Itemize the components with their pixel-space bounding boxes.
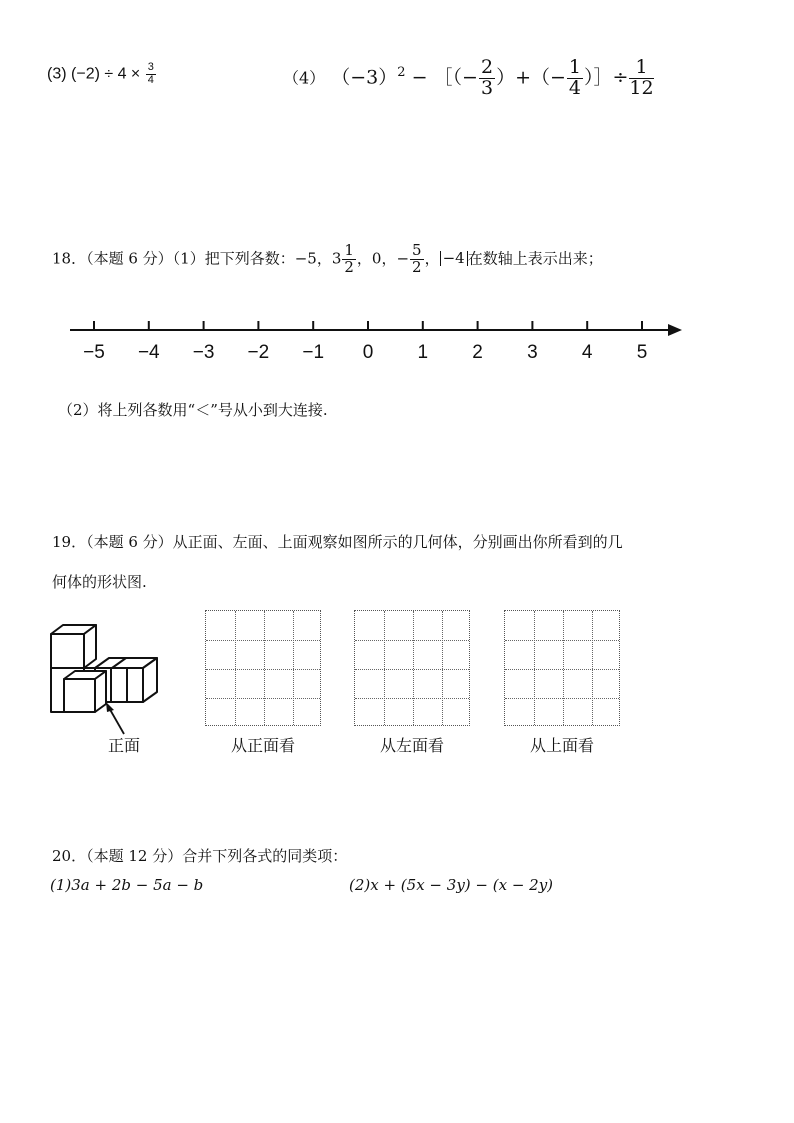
grid-line-vertical (384, 611, 385, 725)
grid-line-horizontal (505, 640, 619, 641)
grid-line-vertical (413, 611, 414, 725)
figure-caption: 正面 (107, 736, 140, 755)
grid-line-horizontal (206, 640, 320, 641)
grid-line-vertical (264, 611, 265, 725)
fraction-1-12: $\frac{1}{12}$ (629, 56, 654, 99)
number-line-tick-label: 2 (472, 342, 483, 363)
number-line-tick-label: −1 (302, 342, 325, 363)
number-line-tick-label: −2 (247, 342, 270, 363)
problem-18-header (52, 243, 603, 276)
header-text: 18．（本题 6 分）（1）把下列各数：−5， (52, 249, 332, 268)
base: （−3） (331, 66, 398, 89)
fraction-5-2: $\frac{5}{2}$ (412, 241, 422, 276)
part-label: (3) (47, 65, 67, 83)
number-line-tick-label: −4 (137, 342, 160, 363)
grid-caption-left: 从左面看 (379, 736, 444, 755)
number-line-tick-label: 1 (417, 342, 429, 363)
number-line (0, 310, 794, 350)
problem-20-part-1: (1)3a + 2b − 5a − b (50, 876, 204, 894)
minus-sign: − (411, 66, 428, 89)
grid-line-horizontal (505, 698, 619, 699)
grid-line-vertical (235, 611, 236, 725)
expression: (−2) ÷ 4 × (71, 65, 141, 83)
grid-top-view[interactable] (504, 610, 620, 726)
mixed-number-whole: 3 (331, 249, 342, 268)
separator: ， (424, 249, 440, 268)
grid-line-horizontal (355, 640, 469, 641)
exponent: 2 (397, 65, 406, 81)
number-line-tick-label: 4 (581, 342, 593, 363)
problem-18-part-2: （2）将上列各数用“＜”号从小到大连接. (58, 401, 328, 419)
part-label: （4） (283, 68, 326, 88)
fraction-1-4: $\frac{1}{4}$ (568, 56, 581, 99)
grid-line-horizontal (206, 669, 320, 670)
number-line-tick-label: 5 (636, 342, 648, 363)
grid-left-view[interactable] (354, 610, 470, 726)
grid-line-horizontal (505, 669, 619, 670)
grid-line-horizontal (206, 698, 320, 699)
arrow-head-icon (668, 324, 682, 336)
number-line-tick-label: 0 (362, 342, 374, 363)
problem-17-part-4 (283, 58, 655, 99)
grid-line-vertical (592, 611, 593, 725)
grid-line-horizontal (355, 698, 469, 699)
fraction: $\frac{3}{4}$ (147, 61, 154, 86)
grid-caption-front: 从正面看 (230, 736, 295, 755)
problem-20-header: 20．（本题 12 分）合并下列各式的同类项： (52, 847, 348, 865)
grid-front-view[interactable] (205, 610, 321, 726)
problem-19-line-1: 19．（本题 6 分）从正面、左面、上面观察如图所示的几何体，分别画出你所看到的几 (52, 533, 623, 551)
mixed-number-fraction: $\frac{1}{2}$ (344, 241, 354, 276)
right-bracket: ）］÷ (584, 66, 629, 89)
grid-line-vertical (534, 611, 535, 725)
grid-line-vertical (293, 611, 294, 725)
problem-20-part-2: (2)x + (5x − 3y) − (x − 2y) (349, 876, 554, 894)
absolute-value: −4 (440, 251, 468, 266)
separator: ，0，− (356, 249, 410, 268)
grid-line-vertical (442, 611, 443, 725)
grid-caption-top: 从上面看 (529, 736, 594, 755)
left-bracket: ［（− (433, 66, 478, 89)
grid-line-vertical (563, 611, 564, 725)
arrow-head-icon (106, 702, 114, 712)
grid-line-horizontal (355, 669, 469, 670)
fraction-2-3: $\frac{2}{3}$ (480, 56, 494, 99)
number-line-tick-label: 3 (527, 342, 538, 363)
number-line-tick-label: −3 (192, 342, 215, 363)
cube-figure (44, 622, 164, 742)
middle-operator: ）+（− (496, 66, 566, 89)
problem-17-part-3 (47, 62, 157, 86)
problem-19-line-2: 何体的形状图. (52, 573, 147, 591)
number-line-tick-label: −5 (83, 342, 105, 363)
header-tail: 在数轴上表示出来； (467, 249, 603, 268)
